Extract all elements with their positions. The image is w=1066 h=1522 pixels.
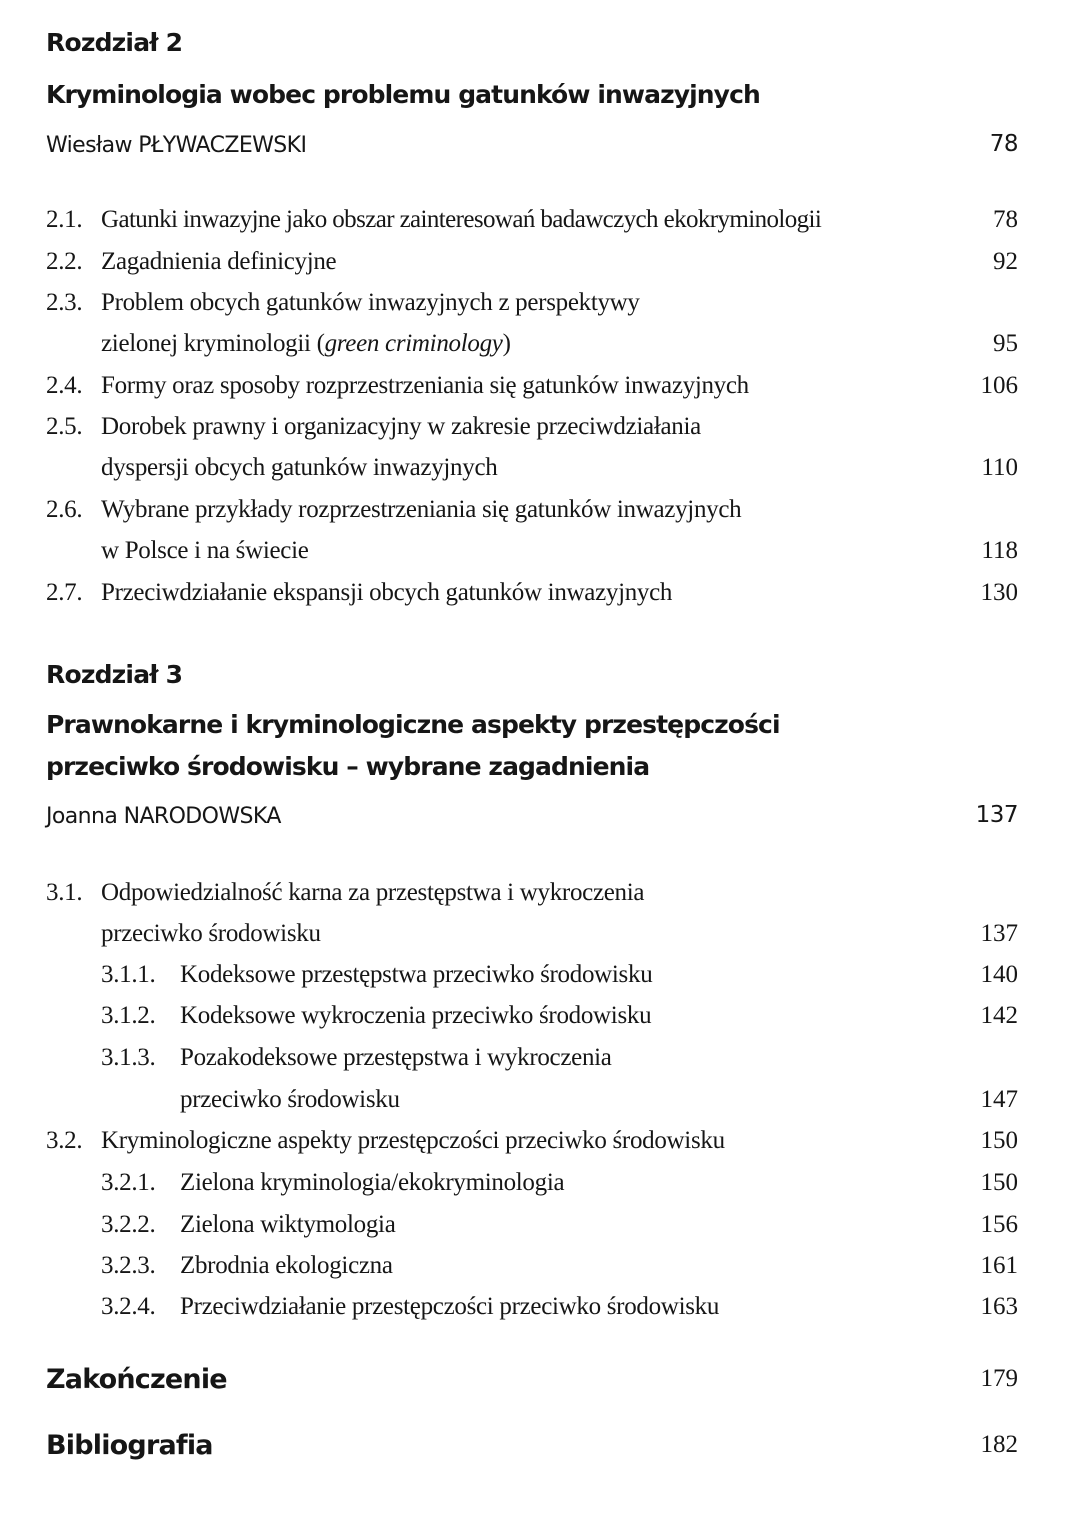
section-number: 3.1. xyxy=(46,879,83,906)
section-title: Problem obcych gatunków inwazyjnych z perspektywy xyxy=(101,289,640,316)
section-title-text: zielonej kryminologii ( xyxy=(101,330,325,357)
chapter-3-author: Joanna NARODOWSKA xyxy=(46,804,281,829)
section-title: Przeciwdziałanie ekspansji obcych gatunków inwazyjnych xyxy=(101,579,673,606)
section-title: Odpowiedzialność karna za przestępstwa i wykroczenia xyxy=(101,879,645,906)
section-number: 2.4. xyxy=(46,372,83,399)
subsection-number: 3.2.4. xyxy=(101,1293,156,1320)
chapter-2-author-page: 78 xyxy=(989,131,1018,157)
section-title: Dorobek prawny i organizacyjny w zakresie przeciwdziałania xyxy=(101,413,701,440)
section-title: Kryminologiczne aspekty przestępczości przeciwko środowisku xyxy=(101,1127,725,1154)
section-page: 150 xyxy=(980,1127,1018,1154)
subsection-title: Zbrodnia ekologiczna xyxy=(180,1252,393,1279)
subsection-number: 3.1.1. xyxy=(101,961,156,988)
subsection-title: Pozakodeksowe przestępstwa i wykroczenia xyxy=(180,1044,612,1071)
subsection-number: 3.2.3. xyxy=(101,1252,156,1279)
chapter-3-author-page: 137 xyxy=(975,802,1018,828)
section-number: 3.2. xyxy=(46,1127,83,1154)
conclusion-page: 179 xyxy=(980,1365,1018,1392)
chapter-2-title: Kryminologia wobec problemu gatunków inwazyjnych xyxy=(46,80,760,109)
subsection-page: 156 xyxy=(980,1211,1018,1238)
section-number: 2.5. xyxy=(46,413,83,440)
subsection-page: 161 xyxy=(980,1252,1018,1279)
section-title-continued: w Polsce i na świecie xyxy=(101,537,309,564)
subsection-title: Przeciwdziałanie przestępczości przeciwko środowisku xyxy=(180,1293,720,1320)
section-title: Gatunki inwazyjne jako obszar zainteresowań badawczych ekokryminologii xyxy=(101,206,822,233)
chapter-3-label: Rozdział 3 xyxy=(46,660,183,689)
bibliography-title: Bibliografia xyxy=(46,1430,213,1461)
subsection-page: 150 xyxy=(980,1169,1018,1196)
section-title: Wybrane przykłady rozprzestrzeniania się gatunków inwazyjnych xyxy=(101,496,742,523)
subsection-number: 3.1.3. xyxy=(101,1044,156,1071)
section-number: 2.7. xyxy=(46,579,83,606)
subsection-page: 140 xyxy=(980,961,1018,988)
section-number: 2.3. xyxy=(46,289,83,316)
section-title-continued: przeciwko środowisku xyxy=(101,920,321,947)
subsection-title: Zielona wiktymologia xyxy=(180,1211,396,1238)
section-title-continued xyxy=(101,330,511,358)
subsection-page: 142 xyxy=(980,1002,1018,1029)
subsection-title: Zielona kryminologia/ekokryminologia xyxy=(180,1169,565,1196)
section-page: 92 xyxy=(993,248,1018,275)
section-page: 95 xyxy=(993,330,1018,357)
chapter-2-label: Rozdział 2 xyxy=(46,28,183,57)
section-page: 106 xyxy=(980,372,1018,399)
chapter-3-title-line-2: przeciwko środowisku – wybrane zagadnienia xyxy=(46,752,650,781)
section-number: 2.1. xyxy=(46,206,83,233)
section-page: 110 xyxy=(981,454,1018,481)
section-number: 2.2. xyxy=(46,248,83,275)
subsection-number: 3.1.2. xyxy=(101,1002,156,1029)
section-title-italic: green criminology xyxy=(324,330,503,357)
section-title: Formy oraz sposoby rozprzestrzeniania się gatunków inwazyjnych xyxy=(101,372,749,399)
subsection-page: 163 xyxy=(980,1293,1018,1320)
section-title-continued: dyspersji obcych gatunków inwazyjnych xyxy=(101,454,498,481)
subsection-title: Kodeksowe wykroczenia przeciwko środowisku xyxy=(180,1002,652,1029)
section-page: 118 xyxy=(981,537,1018,564)
section-title: Zagadnienia definicyjne xyxy=(101,248,337,275)
subsection-number: 3.2.2. xyxy=(101,1211,156,1238)
section-number: 2.6. xyxy=(46,496,83,523)
section-page: 137 xyxy=(980,920,1018,947)
section-title-text: ) xyxy=(502,330,511,357)
section-page: 78 xyxy=(993,206,1018,233)
chapter-2-author: Wiesław PŁYWACZEWSKI xyxy=(46,133,307,158)
conclusion-title: Zakończenie xyxy=(46,1364,227,1395)
section-page: 130 xyxy=(980,579,1018,606)
chapter-3-title-line-1: Prawnokarne i kryminologiczne aspekty przestępczości xyxy=(46,710,780,739)
subsection-number: 3.2.1. xyxy=(101,1169,156,1196)
bibliography-page: 182 xyxy=(980,1431,1018,1458)
subsection-page: 147 xyxy=(980,1086,1018,1113)
subsection-title: Kodeksowe przestępstwa przeciwko środowisku xyxy=(180,961,653,988)
subsection-title-continued: przeciwko środowisku xyxy=(180,1086,400,1113)
